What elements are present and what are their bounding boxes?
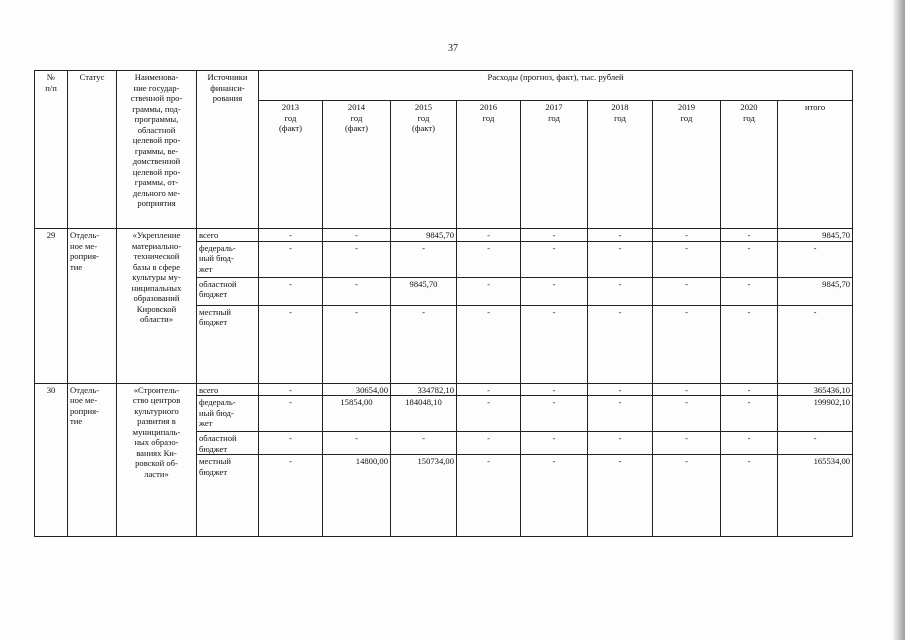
total-cell: 165534,00 [778,455,853,537]
value-cell: - [457,305,521,383]
value-cell: 14800,00 [323,455,391,537]
row-source: местный бюджет [197,455,259,537]
value-cell: - [653,383,721,396]
row-source: областной бюджет [197,432,259,455]
header-year: 2016 год [457,101,521,229]
header-year: 2015 год (факт) [391,101,457,229]
value-cell: - [653,396,721,432]
row-status: Отдель- ное ме- роприя- тие [68,383,117,537]
value-cell: - [653,277,721,305]
value-cell: - [259,277,323,305]
value-cell: - [521,277,588,305]
row-source: федераль- ный бюд- жет [197,241,259,277]
row-num: 30 [35,383,68,537]
header-row [35,71,853,101]
scan-edge-shadow [893,0,905,640]
row-source: всего [197,383,259,396]
table-row [35,383,853,396]
header-year: 2019 год [653,101,721,229]
value-cell: - [588,229,653,242]
value-cell: - [457,241,521,277]
value-cell: - [521,229,588,242]
value-cell: - [521,383,588,396]
value-cell: - [588,241,653,277]
total-cell: 365436,10 [778,383,853,396]
value-cell: - [259,396,323,432]
row-status: Отдель- ное ме- роприя- тие [68,229,117,384]
value-cell: - [521,396,588,432]
header-year: 2017 год [521,101,588,229]
header-year: 2014 год (факт) [323,101,391,229]
header-num: № п/п [35,71,68,229]
value-cell: - [721,383,778,396]
value-cell: - [521,241,588,277]
value-cell: - [457,396,521,432]
header-sources: Источники финанси- рования [197,71,259,229]
value-cell: - [457,229,521,242]
value-cell: - [391,432,457,455]
value-cell: - [521,432,588,455]
total-cell: - [778,305,853,383]
value-cell: - [323,229,391,242]
value-cell: - [721,432,778,455]
value-cell: - [653,305,721,383]
value-cell: - [588,305,653,383]
value-cell: - [391,305,457,383]
row-source: местный бюджет [197,305,259,383]
value-cell: 30654,00 [323,383,391,396]
value-cell: - [721,455,778,537]
value-cell: 184048,10 [391,396,457,432]
row-name: «Укрепление материально- технической базы в сфере культуры му- ниципальных образований Кировской области» [117,229,197,384]
value-cell: - [457,383,521,396]
value-cell: - [721,277,778,305]
total-cell: 199902,10 [778,396,853,432]
total-cell: - [778,432,853,455]
header-year: 2018 год [588,101,653,229]
page-number: 37 [448,43,458,54]
header-name: Наименова- ние государ- ственной про- граммы, под- программы, областной целевой про- граммы, ве- домственной целевой про- граммы, от- дельного ме- роприятия [117,71,197,229]
row-source: областной бюджет [197,277,259,305]
value-cell: - [721,305,778,383]
value-cell: - [259,305,323,383]
value-cell: - [323,277,391,305]
value-cell: 15854,00 [323,396,391,432]
header-expenses: Расходы (прогноз, факт), тыс. рублей [259,71,853,101]
row-name: «Строитель- ство центров культурного развития в муниципаль- ных образо- ваниях Ки- ровской об- ласти» [117,383,197,537]
total-cell: 9845,70 [778,229,853,242]
value-cell: - [721,229,778,242]
value-cell: - [521,455,588,537]
value-cell: - [259,229,323,242]
total-cell: - [778,241,853,277]
value-cell: - [653,432,721,455]
value-cell: - [323,241,391,277]
value-cell: - [653,455,721,537]
value-cell: - [259,432,323,455]
table-row [35,229,853,242]
value-cell: - [721,396,778,432]
header-status: Статус [68,71,117,229]
value-cell: - [457,432,521,455]
value-cell: - [259,383,323,396]
value-cell: 9845,70 [391,229,457,242]
value-cell: - [391,241,457,277]
row-source: всего [197,229,259,242]
value-cell: - [521,305,588,383]
value-cell: - [721,241,778,277]
value-cell: - [588,432,653,455]
expenses-table [34,70,853,537]
value-cell: - [259,241,323,277]
total-cell: 9845,70 [778,277,853,305]
value-cell: - [588,277,653,305]
value-cell: - [588,455,653,537]
header-year: 2013 год (факт) [259,101,323,229]
header-total: итого [778,101,853,229]
value-cell: 150734,00 [391,455,457,537]
value-cell: - [323,305,391,383]
value-cell: - [588,396,653,432]
value-cell: 334782,10 [391,383,457,396]
row-num: 29 [35,229,68,384]
value-cell: 9845,70 [391,277,457,305]
value-cell: - [653,241,721,277]
value-cell: - [588,383,653,396]
value-cell: - [653,229,721,242]
row-source: федераль- ный бюд- жет [197,396,259,432]
header-year: 2020 год [721,101,778,229]
value-cell: - [457,277,521,305]
value-cell: - [323,432,391,455]
value-cell: - [259,455,323,537]
value-cell: - [457,455,521,537]
